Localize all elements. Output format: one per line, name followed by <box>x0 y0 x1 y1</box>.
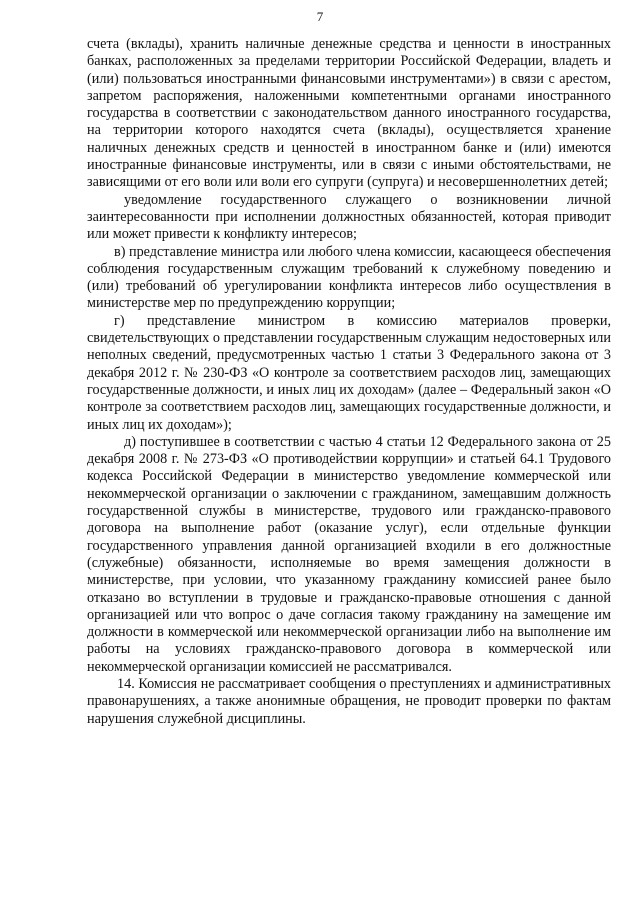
paragraph-item-d: д) поступившее в соответствии с частью 4 статьи 12 Федерального закона от 25 декабря 2008 г. № 273-ФЗ «О противодействии коррупции» и статьей 64.1 Трудового кодекса Российской Федерации в министерство уведомление коммерческой или некоммерческой организации о заключении с гражданином, замещавшим должность государственной службы в министерстве, трудового или гражданско-правового договора на выполнение работ (оказание услуг), если отдельные функции государственного управления данной организацией входили в его должностные (служебные) обязанности, исполняемые во время замещения должности в министерстве, при условии, что указанному гражданину комиссией ранее было отказано во вступлении в трудовые и гражданско-правовые отношения с данной организацией или что вопрос о даче согласия такому гражданину на замещение им должности в коммерческой или некоммерческой организации либо на выполнение им работы на условиях гражданско-правового договора в коммерческой или некоммерческой организации комиссией не рассматривался. <box>87 433 611 675</box>
paragraph-section-14: 14. Комиссия не рассматривает сообщения о преступлениях и административных правонарушениях, а также анонимные обращения, не проводит проверки по фактам нарушения служебной дисциплины. <box>87 675 611 727</box>
paragraph-continuation: счета (вклады), хранить наличные денежные средства и ценности в иностранных банках, расположенных за пределами территории Российской Федерации, владеть и (или) пользоваться иностранными финансовыми инструментами») в связи с арестом, запретом распоряжения, наложенными компетентными органами иностранного государства в соответствии с законодательством данного иностранного государства, на территории которого находятся счета (вклады), осуществляется хранение наличных денежных средств и ценностей в иностранном банке и (или) имеются иностранные финансовые инструменты, или в связи с иными обстоятельствами, не зависящими от его воли или воли его супруги (супруга) и несовершеннолетних детей; <box>87 36 611 191</box>
paragraph-item-v: в) представление министра или любого члена комиссии, касающееся обеспечения соблюдения государственным служащим требований к служебному поведению и (или) требований об урегулировании конфликта интересов либо осуществления в министерстве мер по предупреждению коррупции; <box>87 243 611 312</box>
page-number: 7 <box>316 9 324 24</box>
paragraph-notification: уведомление государственного служащего о возникновении личной заинтересованности при исполнении должностных обязанностей, которая приводит или может привести к конфликту интересов; <box>87 191 611 243</box>
paragraph-item-g: г) представление министром в комиссию материалов проверки, свидетельствующих о представлении государственным служащим недостоверных или неполных сведений, предусмотренных частью 1 статьи 3 Федерального закона от 3 декабря 2012 г. № 230-ФЗ «О контроле за соответствием расходов лиц, замещающих государственные должности, и иных лиц их доходам» (далее – Федеральный закон «О контроле за соответствием расходов лиц, замещающих государственные должности, и иных лиц их доходам»); <box>87 312 611 433</box>
document-body <box>87 36 611 728</box>
